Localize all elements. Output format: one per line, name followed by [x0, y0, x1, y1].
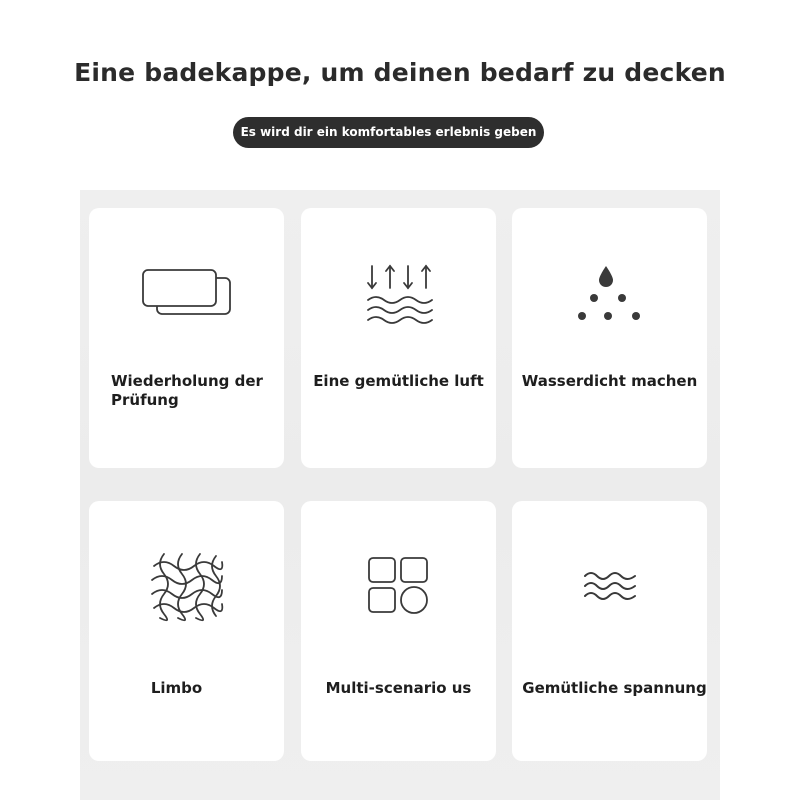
subtitle-badge: Es wird dir ein komfortables erlebnis geben [233, 117, 544, 148]
feature-card-multi-scenario [301, 501, 496, 761]
triple-wave-icon [512, 551, 707, 621]
mesh-net-icon [89, 551, 284, 621]
air-waves-arrows-icon [301, 258, 496, 328]
page-title: Eine badekappe, um deinen bedarf zu decken [74, 58, 726, 87]
feature-card-limbo [89, 501, 284, 761]
feature-card-tension [512, 501, 707, 761]
feature-card-waterproof [512, 208, 707, 468]
feature-card-air [301, 208, 496, 468]
feature-label: Wasserdicht machen [521, 372, 698, 390]
double-card-icon [89, 258, 284, 328]
feature-label: Eine gemütliche luft [313, 372, 484, 390]
feature-label: Wiederholung der Prüfung [111, 372, 263, 409]
feature-label: Limbo [150, 679, 203, 697]
feature-label: Multi-scenario us [325, 679, 472, 697]
water-drop-dots-icon [512, 258, 707, 328]
features-panel [80, 190, 720, 800]
feature-card-repeat-test [89, 208, 284, 468]
feature-label: Gemütliche spannung [522, 679, 707, 697]
four-tiles-icon [301, 551, 496, 621]
